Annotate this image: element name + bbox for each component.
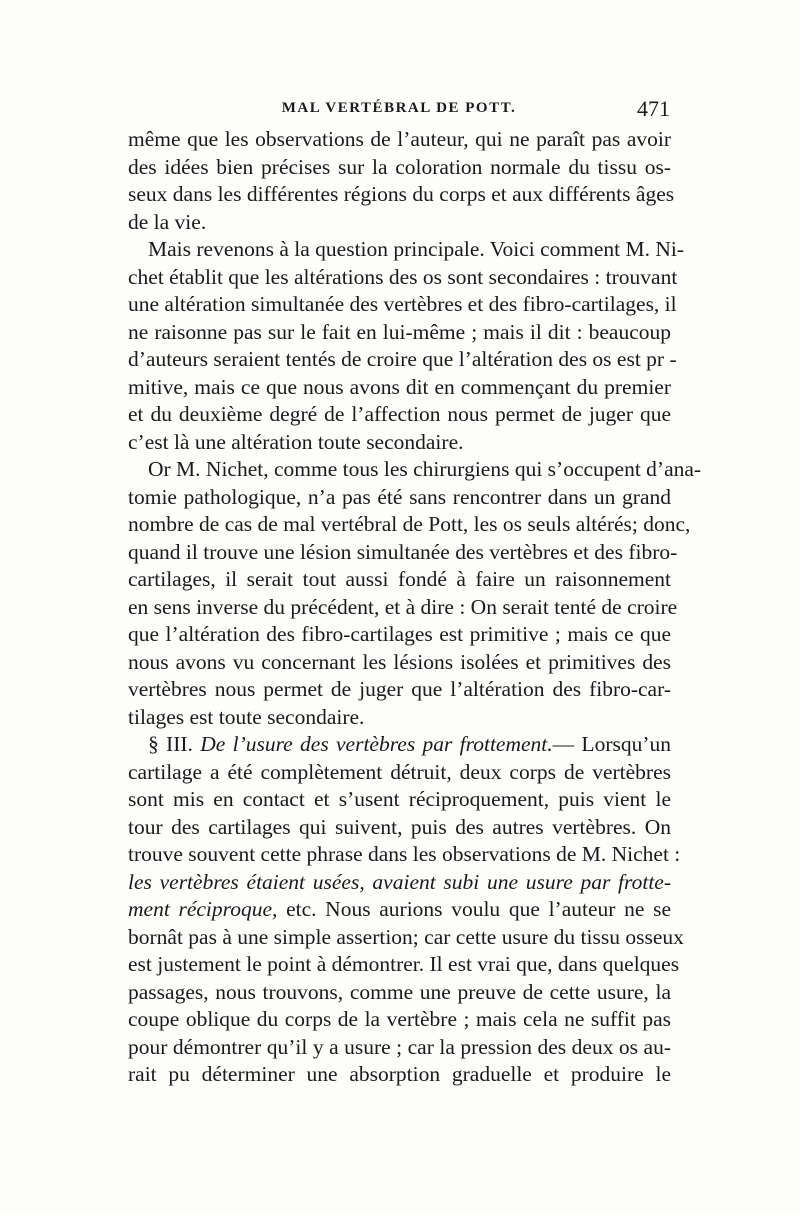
text-line: nous avons vu concernant les lésions isolées et primitives des (128, 649, 671, 674)
italic-quote-line: les vertèbres étaient usées, avaient subi une usure par frotte- (128, 869, 671, 894)
line-rest: etc. Nous aurions voulu que l’auteur ne se (277, 897, 671, 921)
text-line: mitive, mais ce que nous avons dit en commençant du premier (128, 374, 671, 399)
text-line: de la vie. (128, 209, 207, 234)
body-text (128, 126, 702, 1089)
text-line: trouve souvent cette phrase dans les observations de M. Nichet : (128, 842, 681, 866)
text-line: c’est là une altération toute secondaire. (128, 429, 464, 454)
text-line: tour des cartilages qui suivent, puis des autres vertèbres. On (128, 814, 671, 839)
italic-quote-end: ment réciproque, (128, 897, 278, 921)
text-line: une altération simultanée des vertèbres et des fibro-cartilages, il (128, 292, 677, 316)
text-line: tilages est toute secondaire. (128, 704, 365, 729)
text-line: est justement le point à démontrer. Il est vrai que, dans quelques (128, 952, 680, 976)
paragraph-start-line: Or M. Nichet, comme tous les chirurgiens qui s’occupent d’ana- (148, 457, 702, 481)
text-line: des idées bien précises sur la coloration normale du tissu os- (128, 154, 671, 179)
text-line: et du deuxième degré de l’affection nous permet de juger que (128, 402, 671, 426)
text-line: cartilage a été complètement détruit, deux corps de vertèbres (128, 759, 671, 784)
text-line: ne raisonne pas sur le fait en lui-même ; mais il dit : beaucoup (128, 319, 671, 344)
running-head (128, 96, 670, 122)
text-line: nombre de cas de mal vertébral de Pott, les os seuls altérés; donc, (128, 512, 691, 536)
section-title: De l’usure des vertèbres par frottement. (200, 732, 553, 756)
section-number: § III. (148, 732, 193, 756)
mixed-line (128, 896, 671, 924)
text-line: tomie pathologique, n’a pas été sans rencontrer dans un grand (128, 484, 671, 509)
text-line: en sens inverse du précédent, et à dire : On serait tenté de croire (128, 594, 678, 619)
page-number: 471 (637, 96, 670, 121)
section-heading-line (128, 731, 671, 759)
text-line: que l’altération des fibro-cartilages est primitive ; mais ce que (128, 622, 671, 646)
text-line: chet établit que les altérations des os sont secondaires : trouvant (128, 264, 678, 289)
section-line-rest: — Lorsqu’un (552, 732, 672, 756)
text-line: pour démontrer qu’il y a usure ; car la pression des deux os au- (128, 1034, 671, 1059)
text-line: rait pu déterminer une absorption graduelle et produire le (128, 1062, 671, 1086)
text-line: seux dans les différentes régions du corps et aux différents âges (128, 182, 675, 206)
text-line: quand il trouve une lésion simultanée des vertèbres et des fibro- (128, 539, 678, 564)
running-title: MAL VERTÉBRAL DE POTT. (281, 100, 517, 116)
text-line: passages, nous trouvons, comme une preuve de cette usure, la (128, 979, 671, 1004)
text-line: sont mis en contact et s’usent réciproquement, puis vient le (128, 787, 671, 811)
text-line: même que les observations de l’auteur, qui ne paraît pas avoir (128, 127, 671, 151)
text-line: coupe oblique du corps de la vertèbre ; mais cela ne suffit pas (128, 1007, 671, 1031)
paragraph-start-line: Mais revenons à la question principale. Voici comment M. Ni- (148, 237, 684, 261)
text-line: cartilages, il serait tout aussi fondé à faire un raisonnement (128, 567, 671, 591)
text-line: bornât pas à une simple assertion; car cette usure du tissu osseux (128, 924, 684, 949)
text-line: d’auteurs seraient tentés de croire que l’altération des os est pr - (128, 347, 677, 371)
text-line: vertèbres nous permet de juger que l’altération des fibro-car- (128, 677, 671, 701)
